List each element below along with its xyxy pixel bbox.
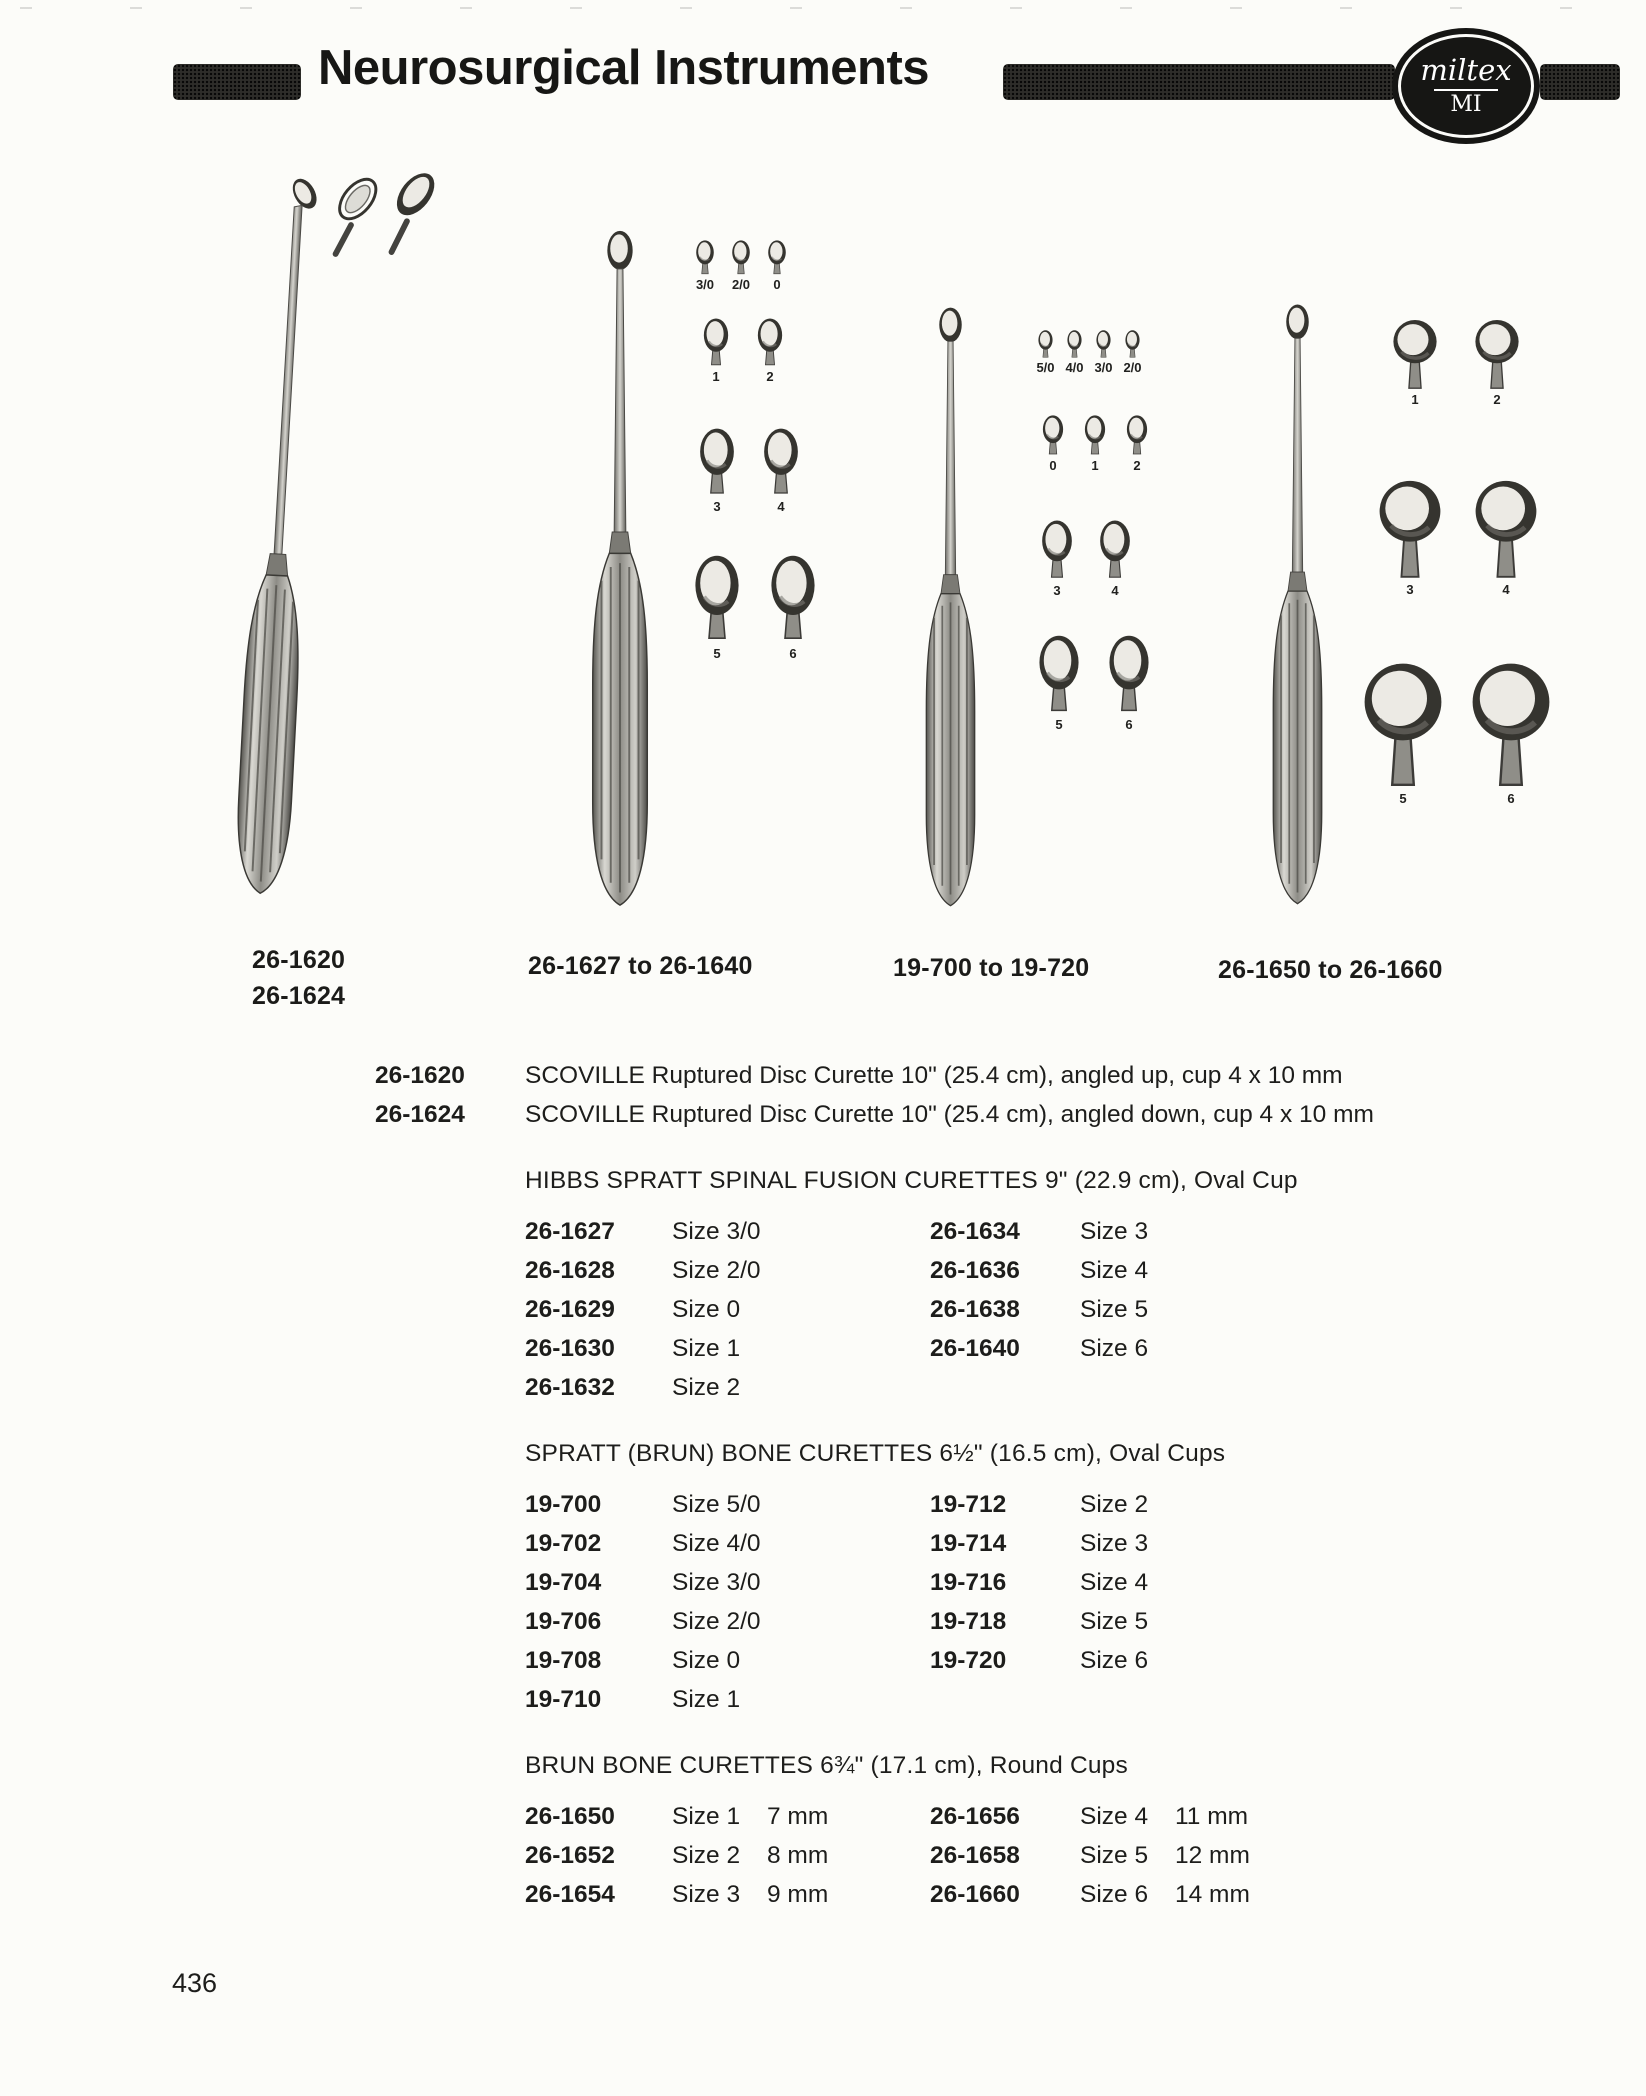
oval-cup-icon (685, 555, 749, 645)
catalog-listing (375, 1062, 1485, 1920)
oval-cup-icon (764, 240, 790, 276)
miltex-logo (1398, 34, 1534, 138)
product-size: Size 0 (672, 1647, 741, 1674)
caption-line: 26-1620 (252, 946, 346, 974)
catalog-section-hibbs-spratt (375, 1167, 1485, 1413)
product-size: Size 5 (1080, 1608, 1149, 1635)
product-code: 26-1638 (930, 1296, 1020, 1323)
product-size: Size 1 (672, 1335, 741, 1362)
cup-icon (764, 240, 790, 292)
cup-icon (1038, 415, 1068, 473)
cup-icon (752, 318, 788, 384)
product-row (930, 1803, 1485, 1842)
product-code: 19-718 (930, 1608, 1007, 1635)
cup-size-label: 2 (1133, 458, 1141, 473)
cup-icon (1035, 520, 1079, 598)
product-size: Size 1 (672, 1686, 741, 1713)
cup-icon (1463, 660, 1559, 806)
catalog-section-brun (375, 1752, 1485, 1920)
hibbs-spratt-curette-illustration (580, 228, 660, 910)
round-cup-icon (1468, 478, 1544, 581)
product-size: Size 3 (1080, 1530, 1149, 1557)
product-row (930, 1491, 1485, 1530)
oval-cup-icon (1080, 415, 1110, 457)
cup-size-label: 6 (1507, 790, 1515, 806)
product-code: 26-1627 (525, 1218, 615, 1245)
product-code: 19-706 (525, 1608, 602, 1635)
cup-icon (692, 240, 718, 292)
product-size: Size 3/0 (672, 1569, 761, 1596)
product-code: 26-1620 (375, 1062, 465, 1089)
cup-size-label: 0 (773, 277, 781, 293)
oval-cup-icon (1093, 520, 1137, 582)
cup-size-label: 5/0 (1036, 360, 1055, 376)
product-row (375, 1101, 1485, 1140)
product-code: 19-708 (525, 1647, 602, 1674)
product-diameter: 12 mm (1175, 1842, 1250, 1869)
oval-cup-icon (1064, 330, 1085, 359)
product-row (525, 1491, 930, 1530)
section-heading: HIBBS SPRATT SPINAL FUSION CURETTES 9" (22.9 cm), Oval Cup (525, 1167, 1298, 1194)
product-size: Size 5 (1080, 1842, 1149, 1869)
header-bar-right (1003, 64, 1395, 100)
product-code: 26-1634 (930, 1218, 1020, 1245)
figure-caption: 26-1627 to 26-1640 (528, 952, 753, 980)
cup-icon (756, 428, 806, 514)
product-row (525, 1296, 930, 1335)
product-size: Size 4 (1080, 1569, 1149, 1596)
cup-icon (1372, 478, 1448, 597)
cup-size-label: 3 (1406, 581, 1414, 597)
cup-size-label: 2/0 (1123, 360, 1142, 376)
product-row (930, 1296, 1485, 1335)
cup-size-label: 5 (1399, 790, 1407, 806)
product-code: 26-1630 (525, 1335, 615, 1362)
product-size: Size 4 (1080, 1803, 1149, 1830)
product-size: Size 2 (672, 1374, 741, 1401)
cup-icon (728, 240, 754, 292)
product-size: Size 3 (1080, 1218, 1149, 1245)
product-size: Size 6 (1080, 1881, 1149, 1908)
round-cup-icon (1463, 660, 1559, 790)
product-row (930, 1608, 1485, 1647)
cup-size-label: 2/0 (731, 277, 751, 293)
product-code: 19-712 (930, 1491, 1007, 1518)
cup-size-label: 0 (1049, 458, 1057, 473)
figure-caption: 19-700 to 19-720 (893, 954, 1090, 982)
product-size: Size 4/0 (672, 1530, 761, 1557)
cup-size-label: 1 (712, 369, 720, 385)
cup-icon (1468, 478, 1544, 597)
product-size: Size 6 (1080, 1647, 1149, 1674)
cup-size-label: 5 (713, 645, 721, 661)
product-code: 19-710 (525, 1686, 602, 1713)
cup-size-row (1038, 415, 1152, 473)
product-diameter: 9 mm (767, 1881, 829, 1908)
cup-icon (692, 428, 742, 514)
miltex-logo-monogram: MI (1434, 89, 1497, 116)
product-code: 26-1658 (930, 1842, 1020, 1869)
cup-size-label: 4 (1111, 582, 1119, 598)
cup-size-label: 6 (1125, 717, 1133, 733)
section-heading: SPRATT (BRUN) BONE CURETTES 6½" (16.5 cm), Oval Cups (525, 1440, 1226, 1467)
page-number: 436 (172, 1968, 218, 1998)
header-bar-end (1540, 64, 1620, 100)
product-size: Size 4 (1080, 1257, 1149, 1284)
cup-icon (761, 555, 825, 661)
cup-size-label: 3/0 (1094, 360, 1113, 376)
product-diameter: 11 mm (1175, 1803, 1249, 1830)
product-code: 19-700 (525, 1491, 602, 1518)
cup-size-label: 6 (789, 645, 797, 661)
cup-size-row (692, 240, 790, 292)
cup-size-row (685, 555, 825, 661)
oval-cup-icon (728, 240, 754, 276)
cup-icon (1035, 330, 1056, 375)
cup-size-row (1030, 635, 1158, 732)
cup-icon (698, 318, 734, 384)
cup-size-label: 3 (713, 499, 721, 514)
product-size: Size 3 (672, 1881, 741, 1908)
product-size: Size 2 (672, 1842, 741, 1869)
product-code: 26-1629 (525, 1296, 615, 1323)
product-code: 19-702 (525, 1530, 602, 1557)
cup-icon (1470, 318, 1524, 407)
scan-artifact (20, 7, 1620, 9)
product-row (525, 1842, 930, 1881)
cup-icon (1093, 330, 1114, 375)
cup-size-label: 4/0 (1065, 360, 1084, 376)
product-size: Size 2/0 (672, 1257, 761, 1284)
product-row (525, 1686, 930, 1725)
scoville-cup-detail-illustration (324, 146, 459, 281)
cup-size-row (1035, 330, 1143, 375)
oval-cup-icon (698, 318, 734, 368)
page-title: Neurosurgical Instruments (318, 41, 930, 95)
cup-icon (1064, 330, 1085, 375)
product-code: 26-1656 (930, 1803, 1020, 1830)
oval-cup-icon (1035, 520, 1079, 582)
caption-line: 26-1624 (252, 982, 346, 1010)
oval-cup-icon (1122, 330, 1143, 359)
product-code: 19-714 (930, 1530, 1007, 1557)
cup-icon (1093, 520, 1137, 598)
product-code: 19-704 (525, 1569, 602, 1596)
cup-size-label: 1 (1411, 391, 1419, 407)
round-cup-icon (1355, 660, 1451, 790)
cup-size-row (692, 428, 806, 514)
product-row (525, 1881, 930, 1920)
cup-size-row (1035, 520, 1137, 598)
cup-icon (1122, 330, 1143, 375)
product-code: 26-1650 (525, 1803, 615, 1830)
cup-size-label: 5 (1055, 717, 1063, 733)
header-bar-left (173, 64, 301, 100)
product-code: 19-716 (930, 1569, 1007, 1596)
cup-size-label: 1 (1091, 458, 1099, 473)
product-code: 26-1636 (930, 1257, 1020, 1284)
cup-size-row (1388, 318, 1524, 407)
product-size: Size 5/0 (672, 1491, 761, 1518)
cup-size-row (698, 318, 788, 384)
round-cup-icon (1470, 318, 1524, 391)
miltex-logo-script: miltex (1420, 53, 1512, 87)
cup-icon (1030, 635, 1088, 732)
product-description: SCOVILLE Ruptured Disc Curette 10" (25.4 cm), angled down, cup 4 x 10 mm (525, 1101, 1374, 1128)
product-row (525, 1647, 930, 1686)
brun-curette-illustration (1262, 300, 1333, 910)
cup-size-label: 3/0 (695, 277, 715, 293)
product-code: 26-1628 (525, 1257, 615, 1284)
oval-cup-icon (1122, 415, 1152, 457)
oval-cup-icon (692, 240, 718, 276)
cup-size-label: 2 (766, 369, 774, 385)
product-row (525, 1530, 930, 1569)
cup-icon (1355, 660, 1451, 806)
cup-size-label: 2 (1493, 391, 1501, 407)
product-diameter: 8 mm (767, 1842, 829, 1869)
product-row (525, 1569, 930, 1608)
product-diameter: 14 mm (1175, 1881, 1250, 1908)
product-code: 26-1654 (525, 1881, 615, 1908)
product-row (930, 1569, 1485, 1608)
product-size: Size 6 (1080, 1335, 1149, 1362)
product-row (375, 1062, 1485, 1101)
product-code: 26-1632 (525, 1374, 615, 1401)
scoville-curette-illustration (219, 160, 340, 908)
cup-size-label: 4 (777, 499, 785, 514)
product-row (930, 1218, 1485, 1257)
spratt-brun-curette-illustration (915, 305, 986, 910)
product-size: Size 5 (1080, 1296, 1149, 1323)
product-row (525, 1257, 930, 1296)
product-row (525, 1335, 930, 1374)
oval-cup-icon (1038, 415, 1068, 457)
oval-cup-icon (1035, 330, 1056, 359)
product-size: Size 1 (672, 1803, 741, 1830)
figure-caption: 26-1650 to 26-1660 (1218, 956, 1443, 984)
round-cup-icon (1372, 478, 1448, 581)
product-row (525, 1803, 930, 1842)
oval-cup-icon (756, 428, 806, 498)
cup-size-row (1372, 478, 1544, 597)
catalog-section-spratt-brun (375, 1440, 1485, 1725)
oval-cup-icon (1030, 635, 1088, 716)
product-diameter: 7 mm (767, 1803, 829, 1830)
round-cup-icon (1388, 318, 1442, 391)
product-description: SCOVILLE Ruptured Disc Curette 10" (25.4 cm), angled up, cup 4 x 10 mm (525, 1062, 1343, 1089)
product-row (930, 1647, 1485, 1686)
product-row (525, 1218, 930, 1257)
product-size: Size 3/0 (672, 1218, 761, 1245)
oval-cup-icon (761, 555, 825, 645)
product-row (525, 1374, 930, 1413)
section-heading: BRUN BONE CURETTES 6¾" (17.1 cm), Round Cups (525, 1752, 1128, 1779)
product-row (930, 1842, 1485, 1881)
oval-cup-icon (752, 318, 788, 368)
cup-size-label: 3 (1053, 582, 1061, 598)
product-code: 26-1652 (525, 1842, 615, 1869)
product-code: 26-1640 (930, 1335, 1020, 1362)
product-row (930, 1257, 1485, 1296)
product-size: Size 2/0 (672, 1608, 761, 1635)
product-row (930, 1335, 1485, 1374)
cup-size-label: 4 (1502, 581, 1510, 597)
cup-icon (1122, 415, 1152, 473)
product-code: 26-1660 (930, 1881, 1020, 1908)
oval-cup-icon (1093, 330, 1114, 359)
cup-icon (1100, 635, 1158, 732)
cup-icon (685, 555, 749, 661)
product-code: 19-720 (930, 1647, 1007, 1674)
product-size: Size 2 (1080, 1491, 1149, 1518)
cup-icon (1080, 415, 1110, 473)
figure-caption (252, 942, 345, 1014)
product-size: Size 0 (672, 1296, 741, 1323)
product-row (930, 1881, 1485, 1920)
product-code: 26-1624 (375, 1101, 465, 1128)
cup-icon (1388, 318, 1442, 407)
product-row (930, 1530, 1485, 1569)
cup-size-row (1355, 660, 1559, 806)
oval-cup-icon (1100, 635, 1158, 716)
product-row (525, 1608, 930, 1647)
oval-cup-icon (692, 428, 742, 498)
